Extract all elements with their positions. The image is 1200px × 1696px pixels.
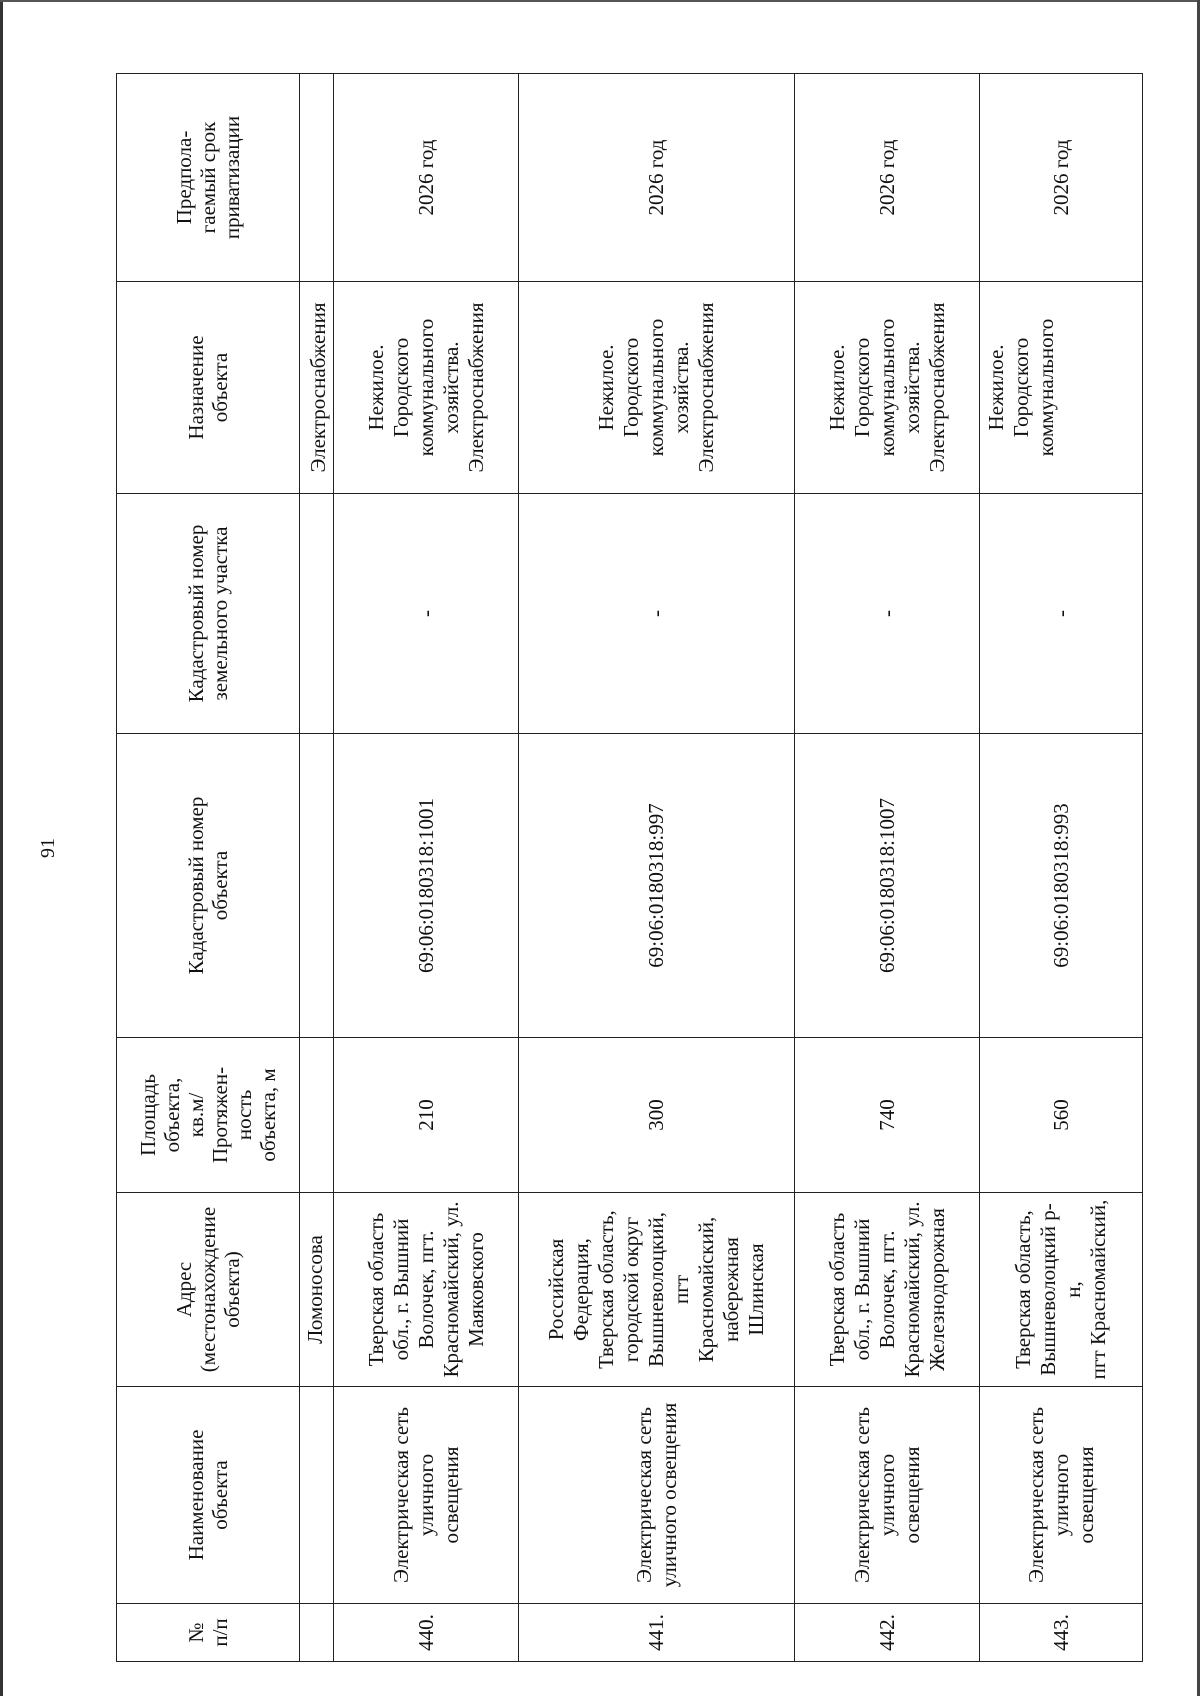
cell-cadastral-land: -: [795, 494, 980, 734]
cell-cadastral-land: -: [980, 494, 1143, 734]
rotated-table-container: [116, 74, 1142, 1662]
cell-term: 2026 год: [519, 74, 795, 282]
cell-address: Тверская область обл., г. Вышний Волочек, пгт. Красномайский, ул. Железнодорожная: [795, 1193, 980, 1387]
header-name: Наименование объекта: [117, 1387, 300, 1604]
cell-num: 442.: [795, 1604, 980, 1662]
header-term: Предпола- гаемый срок приватизации: [117, 74, 300, 282]
page-number: 91: [37, 838, 59, 858]
table-row: [980, 74, 1143, 1662]
cell-cadastral-land: [300, 494, 334, 734]
cell-area: [300, 1038, 334, 1193]
cell-term: 2026 год: [980, 74, 1143, 282]
cell-area: 560: [980, 1038, 1143, 1193]
cell-term: 2026 год: [795, 74, 980, 282]
cell-area: 210: [334, 1038, 519, 1193]
header-row: [117, 74, 300, 1662]
table-row: [795, 74, 980, 1662]
cell-cadastral-land: -: [519, 494, 795, 734]
cell-name: Электрическая сеть уличного освещения: [795, 1387, 980, 1604]
cell-purpose: Нежилое. Городского коммунального хозяйства. Электроснабжения: [795, 282, 980, 494]
cell-address: Тверская область, Вышневолоцкий р-н, пгт Красномайский,: [980, 1193, 1143, 1387]
cell-cadastral-object: 69:06:0180318:1001: [334, 734, 519, 1038]
cell-purpose: Нежилое. Городского коммунального хозяйства. Электроснабжения: [334, 282, 519, 494]
cell-purpose: Электроснабжения: [300, 282, 334, 494]
cell-area: 740: [795, 1038, 980, 1193]
cell-num: 443.: [980, 1604, 1143, 1662]
cell-purpose: Нежилое. Городского коммунального хозяйства. Электроснабжения: [519, 282, 795, 494]
header-num: № п/п: [117, 1604, 300, 1662]
table-row: [334, 74, 519, 1662]
continuation-row: [300, 74, 334, 1662]
cell-cadastral-object: 69:06:0180318:993: [980, 734, 1143, 1038]
cell-purpose: Нежилое. Городского коммунального: [980, 282, 1143, 494]
header-cadastral-land: Кадастровый номер земельного участка: [117, 494, 300, 734]
cell-num: 440.: [334, 1604, 519, 1662]
privatization-registry-table: [116, 73, 1143, 1662]
scan-edge-top: [0, 0, 1200, 2]
cell-address: Ломоносова: [300, 1193, 334, 1387]
cell-area: 300: [519, 1038, 795, 1193]
scan-edge-left: [0, 0, 3, 1696]
cell-name: Электрическая сеть уличного освещения: [980, 1387, 1143, 1604]
cell-name: Электрическая сеть уличного освещения: [519, 1387, 795, 1604]
cell-cadastral-object: 69:06:0180318:1007: [795, 734, 980, 1038]
table-row: [519, 74, 795, 1662]
cell-cadastral-land: -: [334, 494, 519, 734]
cell-num: [300, 1604, 334, 1662]
header-purpose: Назначение объекта: [117, 282, 300, 494]
cell-term: [300, 74, 334, 282]
header-cadastral-object: Кадастровый номер объекта: [117, 734, 300, 1038]
cell-term: 2026 год: [334, 74, 519, 282]
cell-num: 441.: [519, 1604, 795, 1662]
cell-name: Электрическая сеть уличного освещения: [334, 1387, 519, 1604]
cell-address: Российская Федерация, Тверская область, городской округ Вышневолоцкий, пгт Красномайский, набережная Шлинская: [519, 1193, 795, 1387]
header-address: Адрес (местонахождение объекта): [117, 1193, 300, 1387]
cell-cadastral-object: [300, 734, 334, 1038]
header-area: Площадь объекта, кв.м/ Протяжен- ность объекта, м: [117, 1038, 300, 1193]
cell-address: Тверская область обл., г. Вышний Волочек, пгт. Красномайский, ул. Маяковского: [334, 1193, 519, 1387]
cell-cadastral-object: 69:06:0180318:997: [519, 734, 795, 1038]
cell-name: [300, 1387, 334, 1604]
